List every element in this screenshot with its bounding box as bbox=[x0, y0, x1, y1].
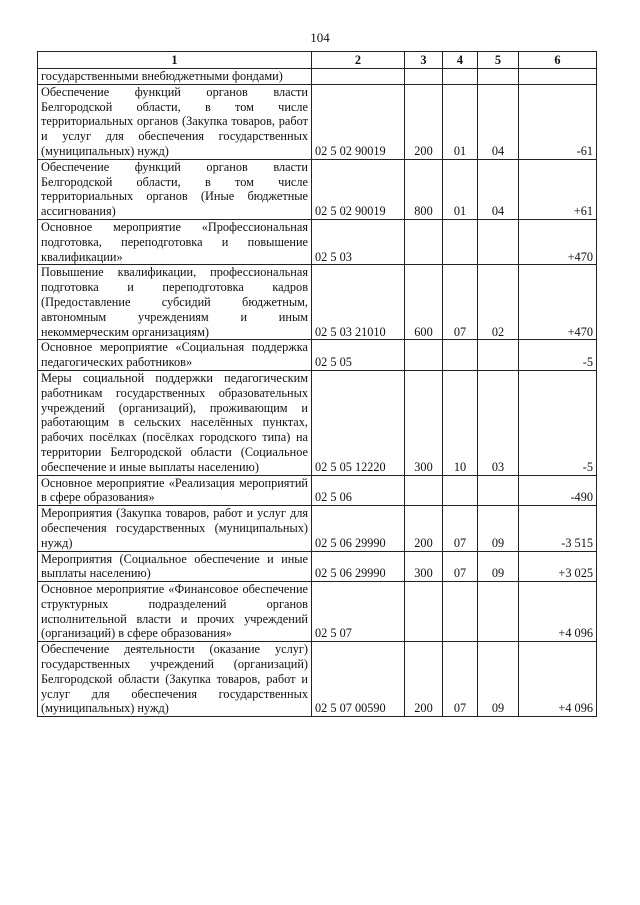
table-row bbox=[38, 340, 597, 371]
row-code: 02 5 03 bbox=[312, 219, 405, 264]
row-name: Обеспечение функций органов власти Белгородской области, в том числе территориальных органов (Закупка товаров, работ и услуг для обеспечения государственных (муниципальных) нужд) bbox=[38, 84, 312, 159]
row-vr: 200 bbox=[405, 84, 443, 159]
row-name: Основное мероприятие «Финансовое обеспечение структурных подразделений органов исполнительной власти и прочих учреждений (организаций) в сфере образования» bbox=[38, 582, 312, 642]
row-amount: -5 bbox=[519, 340, 597, 371]
row-rz bbox=[443, 340, 478, 371]
row-rz bbox=[443, 219, 478, 264]
row-rz bbox=[443, 69, 478, 85]
row-code: 02 5 07 bbox=[312, 582, 405, 642]
row-amount: -61 bbox=[519, 84, 597, 159]
row-vr bbox=[405, 340, 443, 371]
row-amount: +4 096 bbox=[519, 642, 597, 717]
row-pr bbox=[478, 340, 519, 371]
table-row bbox=[38, 265, 597, 340]
row-name: Основное мероприятие «Профессиональная подготовка, переподготовка и повышение квалификации» bbox=[38, 219, 312, 264]
row-pr bbox=[478, 475, 519, 506]
row-name: Мероприятия (Закупка товаров, работ и услуг для обеспечения государственных (муниципальных) нужд) bbox=[38, 506, 312, 551]
row-vr: 300 bbox=[405, 370, 443, 475]
row-pr: 03 bbox=[478, 370, 519, 475]
row-vr: 800 bbox=[405, 159, 443, 219]
row-name: государственными внебюджетными фондами) bbox=[38, 69, 312, 85]
row-pr: 04 bbox=[478, 84, 519, 159]
row-rz: 10 bbox=[443, 370, 478, 475]
row-vr: 600 bbox=[405, 265, 443, 340]
row-rz: 07 bbox=[443, 551, 478, 582]
row-pr: 09 bbox=[478, 642, 519, 717]
table-row bbox=[38, 582, 597, 642]
row-code: 02 5 06 29990 bbox=[312, 506, 405, 551]
row-name: Повышение квалификации, профессиональная подготовка и переподготовка кадров (Предоставление субсидий бюджетным, автономным учреждениям и иным некоммерческим организациям) bbox=[38, 265, 312, 340]
row-vr bbox=[405, 69, 443, 85]
row-rz: 07 bbox=[443, 642, 478, 717]
row-code: 02 5 02 90019 bbox=[312, 159, 405, 219]
row-vr: 200 bbox=[405, 506, 443, 551]
header-col-1: 1 bbox=[38, 52, 312, 69]
row-name: Меры социальной поддержки педагогическим работникам государственных образовательных учреждений (организаций), проживающим и работающим в сельских населённых пунктах, рабочих посёлках (посёлках городского типа) на территории Белгородской области (Социальное обеспечение и иные выплаты населению) bbox=[38, 370, 312, 475]
row-name: Основное мероприятие «Социальная поддержка педагогических работников» bbox=[38, 340, 312, 371]
row-name: Мероприятия (Социальное обеспечение и иные выплаты населению) bbox=[38, 551, 312, 582]
row-pr bbox=[478, 582, 519, 642]
row-amount: +470 bbox=[519, 219, 597, 264]
row-amount: -490 bbox=[519, 475, 597, 506]
table-row bbox=[38, 370, 597, 475]
row-code: 02 5 05 12220 bbox=[312, 370, 405, 475]
row-amount: +470 bbox=[519, 265, 597, 340]
row-code bbox=[312, 69, 405, 85]
row-code: 02 5 06 29990 bbox=[312, 551, 405, 582]
row-vr bbox=[405, 582, 443, 642]
header-col-6: 6 bbox=[519, 52, 597, 69]
header-col-3: 3 bbox=[405, 52, 443, 69]
table-row bbox=[38, 506, 597, 551]
row-code: 02 5 05 bbox=[312, 340, 405, 371]
table-row bbox=[38, 475, 597, 506]
row-pr bbox=[478, 69, 519, 85]
budget-table bbox=[37, 51, 597, 717]
header-col-4: 4 bbox=[443, 52, 478, 69]
row-amount: -5 bbox=[519, 370, 597, 475]
row-pr: 02 bbox=[478, 265, 519, 340]
row-pr: 09 bbox=[478, 506, 519, 551]
row-rz: 01 bbox=[443, 159, 478, 219]
page-number: 104 bbox=[310, 30, 330, 45]
row-code: 02 5 02 90019 bbox=[312, 84, 405, 159]
row-amount bbox=[519, 69, 597, 85]
row-amount: -3 515 bbox=[519, 506, 597, 551]
row-vr: 300 bbox=[405, 551, 443, 582]
table-row bbox=[38, 69, 597, 85]
row-pr bbox=[478, 219, 519, 264]
row-code: 02 5 03 21010 bbox=[312, 265, 405, 340]
row-rz bbox=[443, 475, 478, 506]
row-rz: 07 bbox=[443, 265, 478, 340]
row-vr bbox=[405, 219, 443, 264]
row-rz: 01 bbox=[443, 84, 478, 159]
row-code: 02 5 06 bbox=[312, 475, 405, 506]
header-row bbox=[38, 52, 597, 69]
row-amount: +4 096 bbox=[519, 582, 597, 642]
table-row bbox=[38, 219, 597, 264]
row-pr: 04 bbox=[478, 159, 519, 219]
table-row bbox=[38, 159, 597, 219]
table-row bbox=[38, 84, 597, 159]
row-amount: +3 025 bbox=[519, 551, 597, 582]
row-vr bbox=[405, 475, 443, 506]
row-name: Обеспечение деятельности (оказание услуг) государственных учреждений (организаций) Белгородской области (Закупка товаров, работ и услуг для обеспечения государственных (муниципальных) нужд) bbox=[38, 642, 312, 717]
header-col-2: 2 bbox=[312, 52, 405, 69]
row-pr: 09 bbox=[478, 551, 519, 582]
header-col-5: 5 bbox=[478, 52, 519, 69]
table-row bbox=[38, 551, 597, 582]
row-rz bbox=[443, 582, 478, 642]
row-name: Основное мероприятие «Реализация мероприятий в сфере образования» bbox=[38, 475, 312, 506]
row-vr: 200 bbox=[405, 642, 443, 717]
table-row bbox=[38, 642, 597, 717]
row-code: 02 5 07 00590 bbox=[312, 642, 405, 717]
row-rz: 07 bbox=[443, 506, 478, 551]
row-name: Обеспечение функций органов власти Белгородской области, в том числе территориальных органов (Иные бюджетные ассигнования) bbox=[38, 159, 312, 219]
row-amount: +61 bbox=[519, 159, 597, 219]
